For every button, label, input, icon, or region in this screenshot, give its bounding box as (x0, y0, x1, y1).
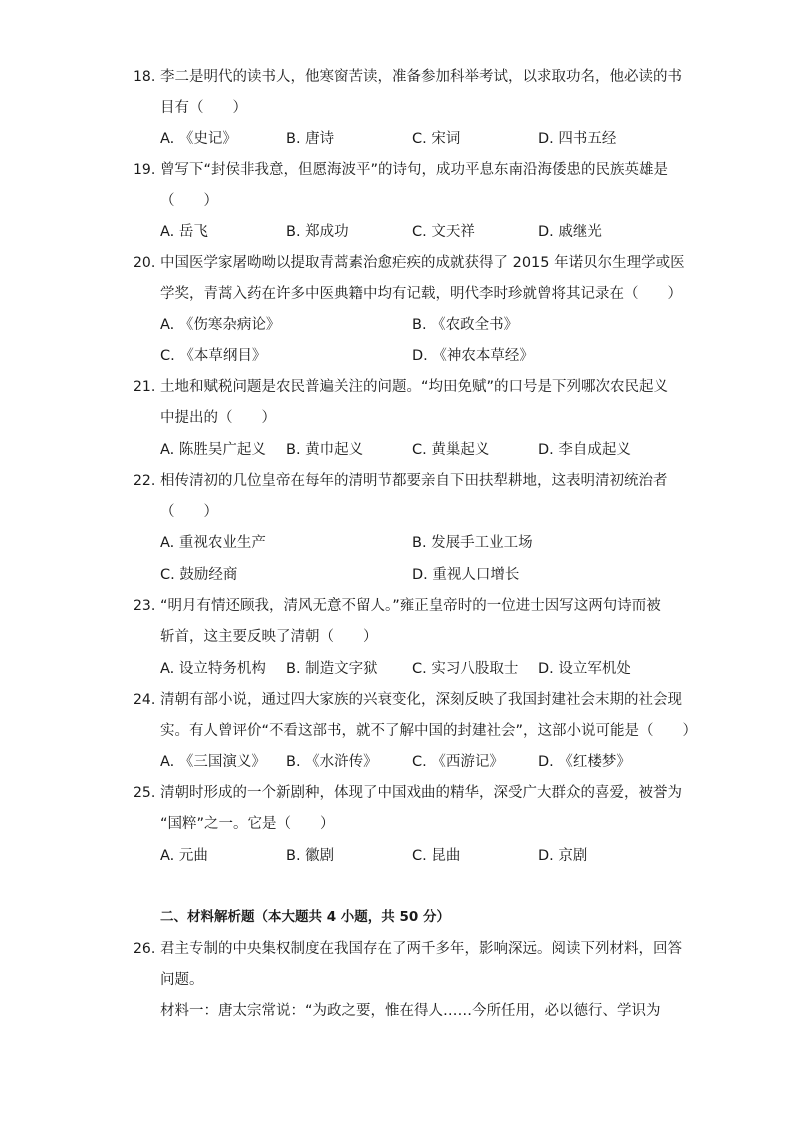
material-text: 材料一：唐太宗常说：“为政之要，惟在得人……今所任用，必以德行、学识为 (160, 1003, 661, 1019)
question-number: 21. (133, 379, 156, 395)
question-text: （ ） (160, 193, 218, 209)
option-a[interactable]: A. 《伤寒杂病论》 (160, 317, 281, 333)
option-b[interactable]: B. 徽剧 (286, 848, 335, 864)
question-text: 问题。 (160, 972, 204, 988)
option-c[interactable]: C. 《西游记》 (412, 754, 504, 770)
section-heading: 二、材料解析题（本大题共 4 小题，共 50 分） (160, 909, 450, 925)
option-d[interactable]: D. 戚继光 (538, 224, 602, 240)
option-a[interactable]: A. 《史记》 (160, 131, 237, 147)
option-a[interactable]: A. 《三国演义》 (160, 754, 266, 770)
option-a[interactable]: A. 陈胜吴广起义 (160, 442, 266, 458)
option-b[interactable]: B. 郑成功 (286, 224, 349, 240)
option-a[interactable]: A. 岳飞 (160, 224, 208, 240)
question-text: 中提出的（ ） (160, 410, 276, 426)
question-text: 斩首，这主要反映了清朝（ ） (160, 629, 378, 645)
question-text: 李二是明代的读书人，他寒窗苦读，准备参加科举考试，以求取功名，他必读的书 (160, 69, 682, 85)
option-c[interactable]: C. 鼓励经商 (160, 567, 238, 583)
question-number: 19. (133, 162, 156, 178)
option-d[interactable]: D. 《神农本草经》 (412, 348, 534, 364)
question-text: 君主专制的中央集权制度在我国存在了两千多年，影响深远。阅读下列材料，回答 (160, 941, 682, 957)
question-text: 相传清初的几位皇帝在每年的清明节都要亲自下田扶犁耕地，这表明清初统治者 (160, 473, 668, 489)
option-b[interactable]: B. 《农政全书》 (412, 317, 519, 333)
option-c[interactable]: C. 黄巢起义 (412, 442, 490, 458)
option-b[interactable]: B. 制造文字狱 (286, 661, 378, 677)
question-text: 学奖，青蒿入药在许多中医典籍中均有记载，明代李时珍就曾将其记录在（ ） (160, 286, 682, 302)
option-b[interactable]: B. 唐诗 (286, 131, 335, 147)
question-text: “明月有情还顾我，清风无意不留人。”雍正皇帝时的一位进士因写这两句诗而被 (160, 598, 661, 614)
question-number: 23. (133, 598, 156, 614)
option-a[interactable]: A. 重视农业生产 (160, 535, 266, 551)
question-text: 中国医学家屠呦呦以提取青蒿素治愈疟疾的成就获得了 2015 年诺贝尔生理学或医 (160, 255, 685, 271)
option-d[interactable]: D. 重视人口增长 (412, 567, 520, 583)
option-d[interactable]: D. 《红楼梦》 (538, 754, 631, 770)
question-text: “国粹”之一。它是（ ） (160, 816, 335, 832)
question-text: 土地和赋税问题是农民普遍关注的问题。“均田免赋”的口号是下列哪次农民起义 (160, 379, 669, 395)
option-a[interactable]: A. 元曲 (160, 848, 208, 864)
question-number: 22. (133, 473, 156, 489)
option-c[interactable]: C. 文天祥 (412, 224, 475, 240)
option-d[interactable]: D. 李自成起义 (538, 442, 631, 458)
question-text: 清朝时形成的一个新剧种，体现了中国戏曲的精华，深受广大群众的喜爱，被誉为 (160, 785, 682, 801)
question-number: 24. (133, 692, 156, 708)
option-d[interactable]: D. 京剧 (538, 848, 588, 864)
option-b[interactable]: B. 《水浒传》 (286, 754, 378, 770)
question-number: 20. (133, 255, 156, 271)
option-c[interactable]: C. 实习八股取士 (412, 661, 519, 677)
option-c[interactable]: C. 《本草纲目》 (160, 348, 267, 364)
question-text: 曾写下“封侯非我意，但愿海波平”的诗句，成功平息东南沿海倭患的民族英雄是 (160, 162, 669, 178)
question-text: 目有（ ） (160, 100, 247, 116)
option-b[interactable]: B. 发展手工业工场 (412, 535, 533, 551)
option-d[interactable]: D. 四书五经 (538, 131, 617, 147)
question-number: 26. (133, 941, 156, 957)
question-number: 18. (133, 69, 156, 85)
option-c[interactable]: C. 昆曲 (412, 848, 461, 864)
question-text: （ ） (160, 504, 218, 520)
question-text: 实。有人曾评价“不看这部书，就不了解中国的封建社会”，这部小说可能是（ ） (160, 723, 698, 739)
option-a[interactable]: A. 设立特务机构 (160, 661, 266, 677)
option-d[interactable]: D. 设立军机处 (538, 661, 631, 677)
question-number: 25. (133, 785, 156, 801)
option-b[interactable]: B. 黄巾起义 (286, 442, 364, 458)
question-text: 清朝有部小说，通过四大家族的兴衰变化，深刻反映了我国封建社会末期的社会现 (160, 692, 682, 708)
option-c[interactable]: C. 宋词 (412, 131, 461, 147)
